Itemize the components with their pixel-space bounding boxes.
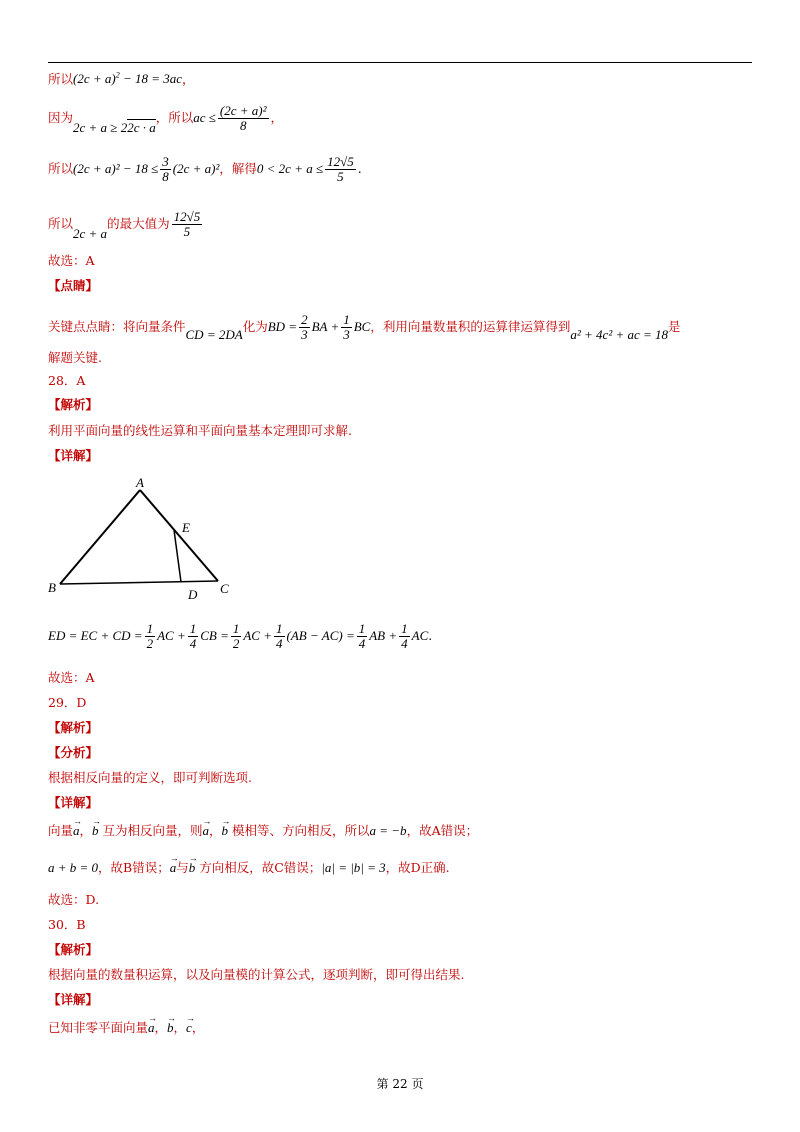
math: AC (411, 628, 429, 643)
section-heading: 【解析】 (48, 942, 99, 957)
math: (2c + a)² − 18 ≤ (73, 161, 159, 176)
math: → a (203, 823, 210, 839)
text: . (357, 161, 362, 176)
math: AB + (369, 628, 398, 643)
text: 互为相反向量，则 (98, 823, 203, 838)
math: → a (148, 1020, 155, 1036)
math: $(2c + a)^2 - 18 = 3ac$ (73, 71, 183, 87)
math: → a (170, 860, 177, 876)
text-line (48, 155, 362, 184)
fraction: $\frac{1}{4}$ (189, 621, 197, 651)
section-heading: 【解析】 (48, 397, 99, 412)
text: 所以 (48, 161, 74, 176)
section-heading: 【点睛】 (48, 278, 99, 293)
section-heading: 【详解】 (48, 448, 99, 463)
text: ，所以 (155, 110, 194, 125)
section-heading: 【分析】 (48, 745, 99, 760)
math: |a| = |b| = 3 (321, 860, 386, 875)
text-line (48, 68, 195, 87)
text: 的最大值为 (107, 216, 170, 231)
math: CD = 2DA (185, 327, 243, 342)
section-heading: 【详解】 (48, 795, 99, 810)
fraction: $\frac{1}{4}$ (276, 621, 283, 651)
text: ，利用向量数量积的运算律运算得到 (370, 319, 571, 334)
math: a² + 4c² + ac = 18 (570, 327, 669, 342)
fraction: $\frac{1}{3}$ (343, 312, 350, 342)
fraction: $\frac{12√5}{5}$ (173, 209, 201, 239)
math: (AB − AC) = (286, 628, 355, 643)
label-c: C (220, 581, 229, 596)
fraction: $\frac{1}{4}$ (401, 621, 408, 651)
math: AC + (157, 628, 186, 643)
equation-line (48, 622, 432, 651)
fraction: $\frac{12√5}{5}$ (327, 154, 354, 184)
question-number: 29．D (48, 695, 87, 710)
section-heading: 【详解】 (48, 992, 99, 1007)
text: 模相等、方向相反，所以 (228, 823, 370, 838)
text: ，解得 (219, 161, 257, 176)
text-line (48, 860, 450, 876)
text: 是 (668, 319, 681, 334)
math: 2c + a ≥ 22c · a (73, 120, 156, 135)
text-line (48, 104, 283, 133)
text: ，故A错误； (406, 823, 479, 838)
text: 所以 (48, 71, 74, 87)
math: → b (189, 860, 196, 876)
text-line: 故选：A (48, 670, 95, 685)
math: (2c + a)² (172, 161, 220, 176)
math: a + b = 0 (48, 860, 99, 875)
fraction: $\frac{3}{8}$ (162, 154, 169, 184)
text-line (48, 210, 204, 239)
math: 0 < 2c + a ≤ (256, 161, 324, 176)
text: ， (79, 823, 93, 838)
text: ，故B错误； (98, 860, 170, 875)
math: 2c + a (73, 226, 108, 241)
text-line: 故选：A (48, 253, 95, 268)
fraction: $\frac{\text{(2c + a)²}}{8}$ (219, 103, 267, 133)
text: ， (270, 110, 284, 125)
text: 因为 (48, 110, 74, 125)
text: 与 (176, 860, 189, 875)
text-line: 故选：D. (48, 892, 100, 907)
text: ， (209, 823, 222, 838)
page-number: 第 22 页 (376, 1077, 424, 1091)
text-line: 解题关键. (48, 350, 102, 365)
label-d: D (188, 587, 198, 602)
math: AC + (243, 628, 272, 643)
math: CB = (200, 628, 229, 643)
math: BC (353, 319, 371, 334)
text-line: 利用平面向量的线性运算和平面向量基本定理即可求解. (48, 423, 352, 438)
math: → b (167, 1020, 174, 1036)
question-number: 30．B (48, 917, 86, 932)
text: 向量 (48, 823, 74, 838)
fraction: $\frac{2}{3}$ (301, 312, 308, 342)
math: → b (92, 823, 99, 839)
math: ED = EC + CD = (48, 628, 143, 643)
text: 已知非零平面向量 (48, 1020, 149, 1035)
math: BD = (267, 319, 298, 334)
math: → b (222, 823, 229, 839)
math: ac ≤ (193, 110, 216, 125)
text-line: 根据相反向量的定义，即可判断选项. (48, 770, 252, 785)
text: ， (191, 1020, 205, 1035)
text-line: 根据向量的数量积运算，以及向量模的计算公式，逐项判断，即可得出结果. (48, 967, 465, 982)
text: . (428, 628, 433, 643)
text: ， (154, 1020, 168, 1035)
text: 关键点点睛：将向量条件 (48, 319, 186, 334)
text: 化为 (242, 319, 268, 334)
question-number: 28．A (48, 373, 86, 388)
header-rule (48, 62, 752, 63)
math: → a (73, 823, 80, 839)
label-a: A (136, 475, 144, 490)
triangle-figure (48, 472, 248, 604)
fraction: $\frac{1}{2}$ (232, 621, 240, 651)
fraction: $\frac{1}{2}$ (146, 621, 154, 651)
text: 所以 (48, 216, 74, 231)
math: a = −b (369, 823, 407, 838)
text: 方向相反，故C错误； (195, 860, 322, 875)
label-b: B (48, 580, 56, 595)
label-e: E (182, 520, 190, 535)
text: ， (182, 71, 195, 87)
text-line (48, 1020, 204, 1036)
text: ，故D正确. (385, 860, 450, 875)
section-heading: 【解析】 (48, 720, 99, 735)
text: ， (173, 1020, 187, 1035)
fraction: $\frac{1}{4}$ (358, 621, 366, 651)
text-line (48, 823, 478, 839)
math: → c (186, 1020, 192, 1036)
math: BA + (311, 319, 340, 334)
text-line (48, 313, 681, 342)
